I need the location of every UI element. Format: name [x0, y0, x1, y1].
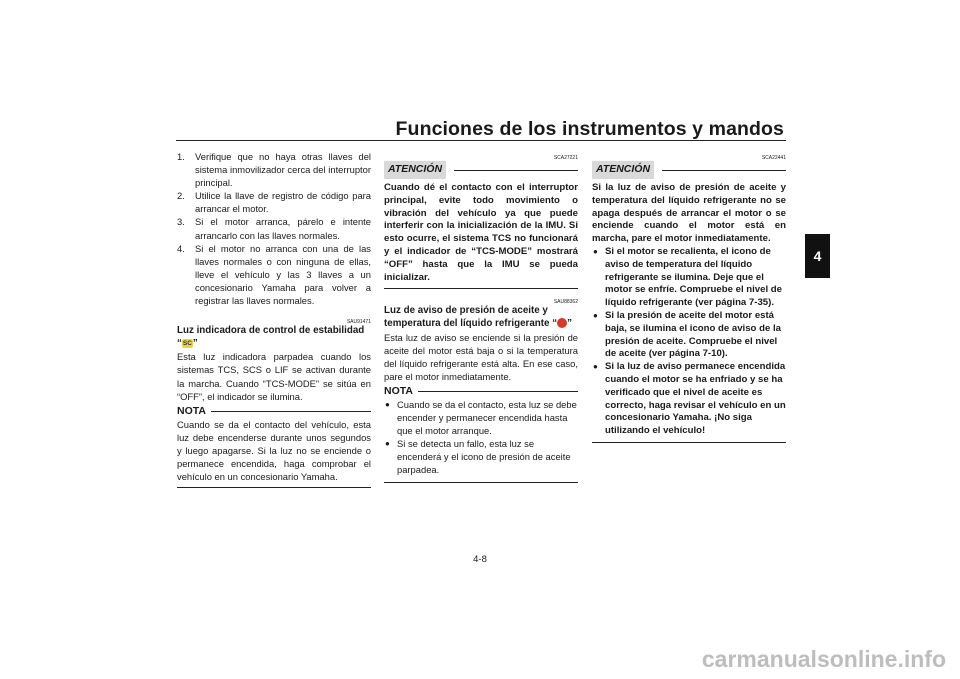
caution-bullets: [592, 246, 786, 438]
nota-text: Cuando se da el contacto del vehículo, esta luz debe encenderse durante unos segundos y luego apagarse. Si la luz no se enciende o permanece encendida, haga comprobar el vehículo en un concesionario Yamaha.: [177, 418, 371, 483]
section-heading: Luz de aviso de presión de aceite y temperatura del líquido refrigerante “ ”: [384, 305, 573, 329]
column-3: [592, 155, 786, 443]
nota-bullets: [384, 398, 578, 477]
body-text: Esta luz indicadora parpadea cuando los sistemas TCS, SCS o LIF se activan durante la marcha. Cuando “TCS-MODE” se sitúa en “OFF”, el indicador se ilumina.: [177, 351, 371, 402]
caution-end-rule: [384, 288, 578, 289]
body-text: Esta luz de aviso se enciende si la presión de aceite del motor está baja o si la temperatura del líquido refrigerante está alta. En ese caso, pare el motor inmediatamente.: [384, 331, 578, 382]
step-text: Si el motor arranca, párelo e intente arrancarlo con las llaves normales.: [195, 216, 371, 241]
list-item: ● Si el motor se recalienta, el icono de aviso de temperatura del líquido refrigerante se ilumina. Deje que el motor se enfríe. Compruebe el nivel de líquido refrigerante (ver página 7-35).: [593, 245, 782, 309]
caution-text: Si la luz de aviso de presión de aceite y temperatura del líquido refrigerante no se apaga después de arrancar el motor o se enciende cuando el motor está en marcha, pare el motor inmediatamente.: [592, 182, 786, 245]
list-item: ● Si la luz de aviso permanece encendida cuando el motor se ha enfriado y se ha verificado que el nivel de aceite es correcto, haga revisar el vehículo en un concesionario Yamaha. ¡No siga utilizando el vehículo!: [593, 361, 786, 437]
nota-end-rule: [384, 482, 578, 483]
bullet-icon: ●: [593, 246, 598, 256]
section-code: SAU88362: [553, 299, 578, 306]
list-item: 2. Utilice la llave de registro de código para arrancar el motor.: [177, 190, 371, 215]
section-heading: Luz indicadora de control de estabilidad “SC”: [177, 325, 365, 349]
caution-end-rule: [592, 442, 786, 443]
header-rule: [176, 140, 786, 141]
page-number: 4-8: [473, 554, 487, 565]
page-title: Funciones de los instrumentos y mandos: [395, 118, 784, 140]
caution-header: ATENCIÓN: [592, 161, 786, 179]
list-item: 4. Si el motor no arranca con una de las llaves normales o con ninguna de ellas, lleve el vehículo y las 3 llaves a un concesionario Yamaha para volver a registrar las llaves normales.: [177, 242, 371, 307]
step-text: Utilice la llave de registro de código para arrancar el motor.: [195, 190, 371, 215]
stability-control-icon: SC: [182, 339, 192, 347]
bullet-icon: ●: [385, 399, 390, 409]
list-item: 3. Si el motor arranca, párelo e intente arrancarlo con las llaves normales.: [177, 216, 371, 241]
nota-header: NOTA: [384, 385, 578, 398]
nota-header: NOTA: [177, 405, 371, 418]
nota-end-rule: [177, 487, 371, 488]
oil-temp-warning-icon: [557, 318, 567, 328]
column-2: [384, 155, 578, 483]
caution-header: ATENCIÓN: [384, 161, 578, 179]
list-item: ● Cuando se da el contacto, esta luz se debe encender y permanecer encendida hasta que el motor arranque.: [385, 398, 577, 437]
chapter-tab: 4: [805, 234, 830, 278]
list-item: 1. Verifique que no haya otras llaves del sistema inmovilizador cerca del interruptor principal.: [177, 151, 371, 189]
step-text: Si el motor no arranca con una de las llaves normales o con ninguna de ellas, lleve el vehículo y las 3 llaves a un concesionario Yamaha para volver a registrar las llaves normales.: [195, 242, 371, 307]
caution-text: Cuando dé el contacto con el interruptor principal, evite todo movimiento o vibración del vehículo ya que puede interferir con la inicialización de la IMU. Si esto ocurre, el sistema TCS no funcionará y el indicador de “TCS-MODE” mostrará “OFF” hasta que la IMU se pueda inicializar.: [384, 182, 578, 283]
section-code: SAU91471: [346, 319, 371, 326]
bullet-icon: ●: [593, 362, 598, 372]
list-item: ● Si se detecta un fallo, esta luz se encenderá y el icono de presión de aceite parpadea.: [385, 438, 571, 476]
column-1: [177, 150, 371, 488]
bullet-icon: ●: [385, 439, 390, 449]
caution-code: SCA27221: [553, 155, 578, 161]
bullet-icon: ●: [593, 310, 598, 320]
steps-list: [177, 150, 371, 307]
caution-code: SCA22441: [761, 155, 786, 161]
list-item: ● Si la presión de aceite del motor está baja, se ilumina el icono de aviso de la presión de aceite. Compruebe el nivel de aceite (ver página 7-10).: [593, 309, 781, 360]
step-text: Verifique que no haya otras llaves del sistema inmovilizador cerca del interruptor principal.: [195, 151, 371, 189]
watermark: carmanualsonline.info: [701, 646, 946, 672]
